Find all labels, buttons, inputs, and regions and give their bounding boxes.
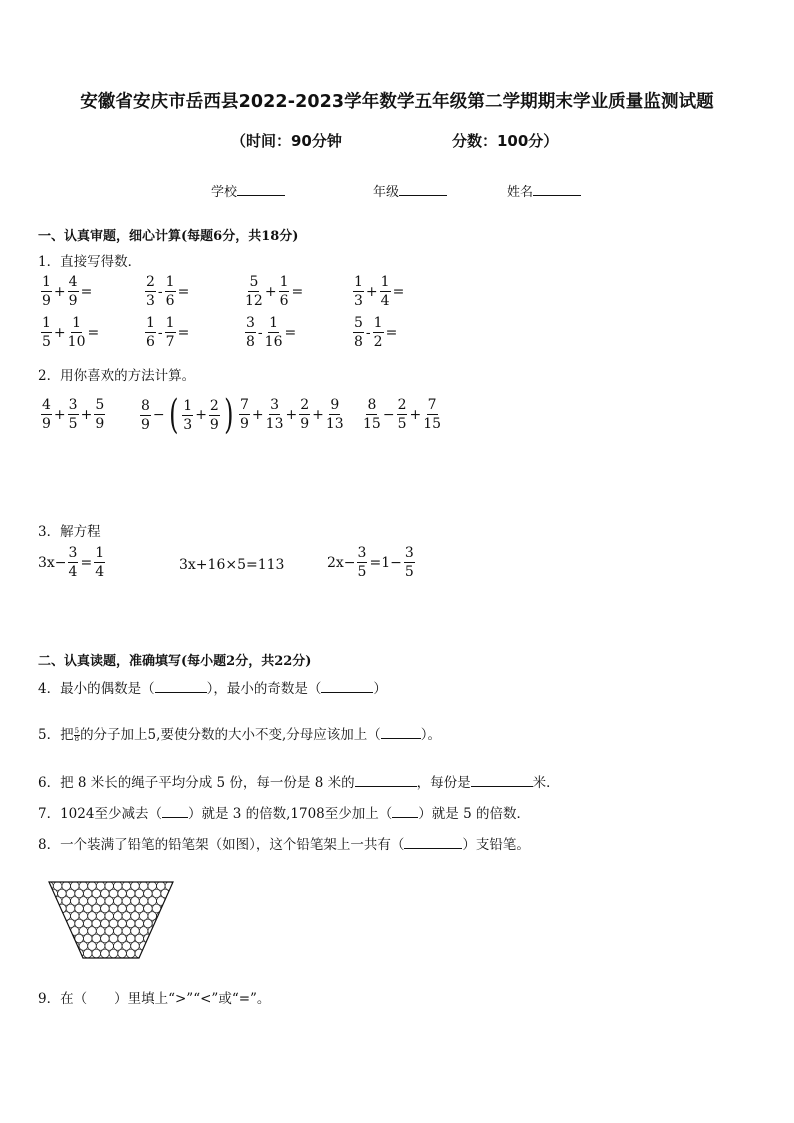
q1-item: $\frac{1}{5}$ + $\frac{1}{10}$ = — [42, 315, 100, 350]
pencil-circle — [114, 912, 123, 921]
pencil-circle — [148, 942, 157, 951]
pencil-circle — [131, 882, 140, 891]
pencil-circle — [157, 927, 166, 936]
pencil-circle — [157, 882, 166, 891]
q7-blank-2[interactable] — [392, 805, 418, 818]
pencil-circle — [148, 912, 157, 921]
section-2-heading: 二、认真读题，准确填写(每小题2分，共22分) — [38, 654, 312, 669]
pencil-circle — [114, 942, 123, 951]
pencil-circle — [88, 912, 97, 921]
pencil-circle — [66, 949, 75, 958]
pencil-circle — [83, 919, 92, 928]
pencil-circle — [109, 949, 118, 958]
pencil-circle — [122, 882, 131, 891]
q3-equation-2: 3x+16×5=113 — [179, 557, 285, 573]
pencil-circle — [165, 927, 174, 936]
pencil-circle — [101, 949, 110, 958]
q1-item: $\frac{5}{8}$ - $\frac{1}{2}$ = — [354, 315, 398, 350]
pencil-circle — [122, 912, 131, 921]
pencil-circle — [157, 942, 166, 951]
pencil-circle — [114, 927, 123, 936]
pencil-circle — [101, 889, 110, 898]
pencil-circle — [83, 904, 92, 913]
pencil-circle — [135, 919, 144, 928]
pencil-circle — [135, 889, 144, 898]
pencil-circle — [46, 897, 53, 906]
left-paren: ( — [168, 392, 179, 438]
pencil-circle — [53, 927, 62, 936]
pencil-circle — [161, 949, 170, 958]
pencil-circle — [126, 889, 135, 898]
q8-blank[interactable] — [404, 836, 462, 849]
pencil-circle — [58, 919, 67, 928]
pencil-circle — [62, 882, 71, 891]
q1-item: $\frac{3}{8}$ - $\frac{1}{16}$ = — [246, 315, 297, 350]
pencil-circle — [96, 927, 105, 936]
pencil-circle — [122, 942, 131, 951]
pencil-circle — [62, 897, 71, 906]
pencil-circle — [92, 949, 101, 958]
exam-score: 分数：100分） — [452, 132, 559, 150]
pencil-circle — [92, 904, 101, 913]
pencil-circle — [46, 927, 53, 936]
pencil-circle — [96, 882, 105, 891]
pencil-circle — [118, 904, 127, 913]
pencil-circle — [71, 882, 80, 891]
question-7: 7．1024至少减去（ ）就是 3 的倍数,1708至少加上（ ）就是 5 的倍数． — [38, 806, 530, 822]
pencil-circle — [75, 889, 84, 898]
grade-blank[interactable] — [399, 183, 447, 196]
pencil-circle — [118, 934, 127, 943]
pencil-circle — [58, 934, 67, 943]
pencil-circle — [126, 919, 135, 928]
pencil-circle — [79, 882, 88, 891]
pencil-rack-figure — [46, 878, 176, 962]
name-field[interactable] — [507, 181, 581, 200]
pencil-circle — [46, 912, 53, 921]
pencil-circle — [144, 904, 153, 913]
pencil-circle — [79, 927, 88, 936]
name-label: 姓名 — [507, 185, 534, 200]
pencil-circle — [71, 897, 80, 906]
q6-blank-2[interactable] — [471, 774, 533, 787]
right-paren: ) — [223, 392, 234, 438]
q2-expression-2: $\frac{8}{9}$ − ( $\frac{1}{3}$ + $\frac{2}{9}$ ) — [141, 392, 234, 438]
pencil-circle — [152, 949, 161, 958]
pencil-circle — [139, 912, 148, 921]
pencil-circle — [88, 897, 97, 906]
school-field[interactable] — [211, 181, 285, 200]
pencil-circle — [126, 904, 135, 913]
pencil-circle — [75, 904, 84, 913]
pencil-circle — [131, 897, 140, 906]
pencil-circle — [49, 934, 58, 943]
pencil-circle — [66, 889, 75, 898]
pencil-circle — [109, 934, 118, 943]
school-label: 学校 — [211, 185, 238, 200]
pencil-circle — [75, 919, 84, 928]
pencil-circle — [49, 919, 58, 928]
pencil-circle — [148, 897, 157, 906]
pencil-circle — [118, 919, 127, 928]
q2-expression-1: $\frac{4}{9}$ + $\frac{3}{5}$ + $\frac{5}{9}$ — [42, 397, 105, 432]
grade-field[interactable] — [373, 181, 447, 200]
pencil-circle — [131, 927, 140, 936]
pencil-circle — [46, 942, 53, 951]
q4-blank-1[interactable] — [155, 680, 207, 693]
pencil-circle — [92, 889, 101, 898]
pencil-circle — [105, 897, 114, 906]
pencil-circle — [88, 882, 97, 891]
question-1-label: 1．直接写得数． — [38, 254, 142, 270]
q7-blank-1[interactable] — [162, 805, 188, 818]
pencil-circle — [83, 934, 92, 943]
pencil-circle — [71, 912, 80, 921]
pencil-circle — [53, 882, 62, 891]
q2-expression-4: $\frac{8}{15}$ − $\frac{2}{5}$ + $\frac{7}{15}$ — [363, 397, 442, 432]
pencil-circle — [105, 882, 114, 891]
pencil-circle — [165, 912, 174, 921]
pencil-circle — [96, 912, 105, 921]
pencil-circle — [79, 897, 88, 906]
pencil-circle — [139, 897, 148, 906]
grade-label: 年级 — [373, 185, 400, 200]
pencil-circle — [152, 889, 161, 898]
pencil-circle — [165, 942, 174, 951]
pencil-circle — [62, 942, 71, 951]
pencil-circle — [83, 949, 92, 958]
pencil-circle — [139, 882, 148, 891]
section-1-heading: 一、认真审题，细心计算(每题6分，共18分) — [38, 229, 299, 244]
pencil-circle — [114, 882, 123, 891]
q1-item: $\frac{5}{12}$ + $\frac{1}{6}$ = — [245, 274, 304, 309]
q1-item: $\frac{2}{3}$ - $\frac{1}{6}$ = — [146, 274, 190, 309]
exam-time: （时间：90分钟 — [231, 132, 342, 150]
question-5: 5．把 $\frac{5}{8}$ 的分子加上5,要使分数的大小不变,分母应该加上（ ）。 — [38, 727, 441, 743]
page-title: 安徽省安庆市岳西县2022-2023学年数学五年级第二学期期末学业质量监测试题 — [80, 92, 714, 112]
pencil-circle — [122, 897, 131, 906]
question-3-label: 3．解方程 — [38, 524, 101, 540]
pencil-circle — [118, 949, 127, 958]
pencil-circle — [53, 912, 62, 921]
pencil-circle — [139, 927, 148, 936]
pencil-circle — [126, 949, 135, 958]
q6-blank-1[interactable] — [355, 774, 417, 787]
q3-equation-1: 3x− $\frac{3}{4}$ = $\frac{1}{4}$ — [38, 545, 105, 580]
q2-expression-3: $\frac{7}{9}$ + $\frac{3}{13}$ + $\frac{2}{9}$ + $\frac{9}{13}$ — [240, 397, 344, 432]
question-4: 4．最小的偶数是（ ），最小的奇数是（ ） — [38, 681, 387, 697]
pencil-circle — [126, 934, 135, 943]
pencil-circle — [92, 919, 101, 928]
name-blank[interactable] — [533, 183, 581, 196]
pencil-circle — [109, 904, 118, 913]
question-6: 6．把 8 米长的绳子平均分成 5 份，每一份是 8 米的 ，每份是 米． — [38, 775, 560, 791]
pencil-circle — [152, 934, 161, 943]
pencil-circle — [79, 942, 88, 951]
pencil-circle — [169, 904, 176, 913]
pencil-circle — [83, 889, 92, 898]
pencil-circle — [148, 882, 157, 891]
pencil-circle — [101, 904, 110, 913]
pencil-circle — [109, 919, 118, 928]
q1-item: $\frac{1}{3}$ + $\frac{1}{4}$ = — [354, 274, 405, 309]
q5-blank[interactable] — [381, 726, 421, 739]
pencil-circle — [58, 949, 67, 958]
pencil-circle — [144, 949, 153, 958]
pencil-circle — [169, 919, 176, 928]
pencil-circle — [169, 949, 176, 958]
q1-item: $\frac{1}{6}$ - $\frac{1}{7}$ = — [146, 315, 190, 350]
pencil-circle — [49, 904, 58, 913]
pencil-circle — [161, 934, 170, 943]
pencil-circle — [114, 897, 123, 906]
q1-item: $\frac{1}{9}$ + $\frac{4}{9}$ = — [42, 274, 93, 309]
pencil-circle — [161, 919, 170, 928]
q5-fraction: $\frac{5}{8}$ — [74, 727, 80, 743]
pencil-circle — [88, 927, 97, 936]
pencil-circle — [92, 934, 101, 943]
pencil-circle — [144, 919, 153, 928]
pencil-circle — [58, 889, 67, 898]
pencil-circle — [105, 912, 114, 921]
pencil-circle — [109, 889, 118, 898]
pencil-circle — [118, 889, 127, 898]
pencil-circle — [96, 942, 105, 951]
pencil-circle — [88, 942, 97, 951]
pencil-circle — [144, 889, 153, 898]
pencil-circle — [101, 919, 110, 928]
school-blank[interactable] — [237, 183, 285, 196]
pencil-circle — [169, 889, 176, 898]
pencil-circle — [79, 912, 88, 921]
pencil-circle — [135, 904, 144, 913]
pencil-circle — [135, 934, 144, 943]
pencil-circle — [131, 912, 140, 921]
pencil-circle — [49, 949, 58, 958]
question-2-label: 2．用你喜欢的方法计算。 — [38, 368, 196, 384]
pencil-circle — [105, 927, 114, 936]
pencil-circle — [122, 927, 131, 936]
pencil-circle — [66, 904, 75, 913]
pencil-circle — [101, 934, 110, 943]
pencil-circle — [105, 942, 114, 951]
question-9: 9．在（ ）里填上“>”“<”或“=”。 — [38, 991, 271, 1007]
q4-blank-2[interactable] — [321, 680, 373, 693]
pencil-circle — [169, 934, 176, 943]
q3-equation-3: 2x− $\frac{3}{5}$ =1− $\frac{3}{5}$ — [327, 545, 414, 580]
question-8: 8．一个装满了铅笔的铅笔架（如图），这个铅笔架上一共有（ ）支铅笔。 — [38, 837, 530, 853]
pencil-circle — [53, 942, 62, 951]
pencil-circle — [96, 897, 105, 906]
pencil-circle — [131, 942, 140, 951]
